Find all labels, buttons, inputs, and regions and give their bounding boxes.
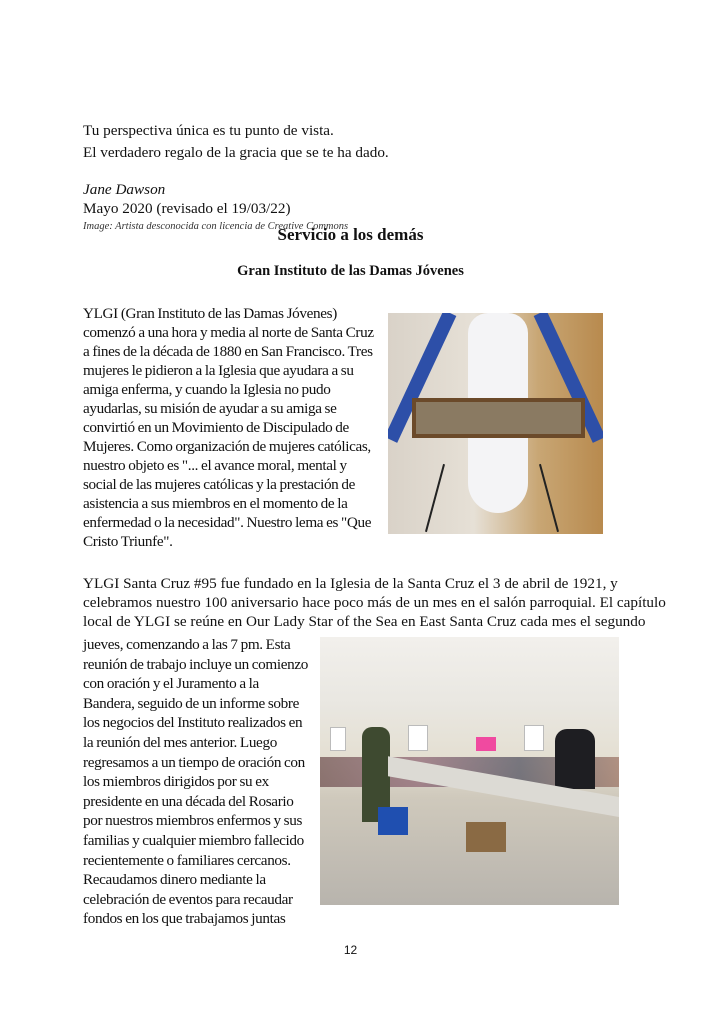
text-line: regresamos a un tiempo de oración con bbox=[83, 753, 305, 771]
paragraph-2-wrapped bbox=[83, 635, 308, 929]
image-credit: Image: Artista desconocida con licencia de Creative Commons bbox=[83, 221, 349, 232]
photo-parish-hall-sale bbox=[320, 637, 619, 905]
text-line: la reunión del mes anterior. Luego bbox=[83, 733, 277, 751]
text-line: celebración de eventos para recaudar bbox=[83, 890, 293, 908]
text-line: con oración y el Juramento a la bbox=[83, 675, 259, 693]
poem-line: El verdadero regalo de la gracia que se te ha dado. bbox=[83, 144, 389, 161]
text-line: ayudarlas, su misión de ayudar a su amiga se bbox=[83, 400, 337, 417]
text-line: enfermedad o la necesidad". Nuestro lema es "Que bbox=[83, 514, 372, 531]
text-line: amiga enferma, y cuando la Iglesia no pudo bbox=[83, 381, 331, 398]
text-line: nuestro objeto es "... el avance moral, mental y bbox=[83, 457, 347, 474]
author: Jane Dawson bbox=[83, 181, 166, 198]
text-line: local de YLGI se reúne en Our Lady Star of the Sea en East Santa Cruz cada mes el segundo bbox=[83, 613, 646, 630]
text-line: convirtió en un Movimiento de Discipulado de bbox=[83, 419, 349, 436]
text-line: celebramos nuestro 100 aniversario hace poco más de un mes en el salón parroquial. El capítulo bbox=[83, 594, 666, 611]
subtitle: Gran Instituto de las Damas Jóvenes bbox=[237, 263, 464, 279]
text-line: recientemente o familiares cercanos. bbox=[83, 851, 291, 869]
page-number: 12 bbox=[343, 943, 358, 957]
text-line: reunión de trabajo incluye un comienzo bbox=[83, 655, 309, 673]
text-line: por nuestros miembros enfermos y sus bbox=[83, 812, 303, 830]
text-line: familias y cualquier miembro fallecido bbox=[83, 831, 304, 849]
text-line: social de las mujeres católicas y la prestación de bbox=[83, 476, 356, 493]
text-line: los negocios del Instituto realizados en bbox=[83, 714, 303, 732]
text-line: a fines de la década de 1880 en San Francisco. Tres bbox=[83, 343, 373, 360]
text-line: YLGI Santa Cruz #95 fue fundado en la Iglesia de la Santa Cruz el 3 de abril de 1921, y bbox=[83, 575, 618, 592]
text-line: Bandera, seguido de un informe sobre bbox=[83, 694, 300, 712]
paragraph-2 bbox=[83, 574, 666, 631]
date: Mayo 2020 (revisado el 19/03/22) bbox=[83, 200, 291, 217]
text-line: asistencia a sus miembros en el momento de la bbox=[83, 495, 348, 512]
text-line: comenzó a una hora y media al norte de Santa Cruz bbox=[83, 324, 374, 341]
text-line: Cristo Triunfe". bbox=[83, 533, 173, 550]
text-line: jueves, comenzando a las 7 pm. Esta bbox=[83, 636, 291, 653]
text-line: Recaudamos dinero mediante la bbox=[83, 871, 266, 889]
paragraph-1 bbox=[83, 304, 374, 551]
text-line: los miembros dirigidos por su ex bbox=[83, 773, 269, 791]
section-title: Servicio a los demás bbox=[277, 225, 424, 244]
photo-banner-with-group-picture bbox=[388, 313, 603, 534]
text-line: presidente en una década del Rosario bbox=[83, 792, 294, 810]
text-line: Mujeres. Como organización de mujeres católicas, bbox=[83, 438, 371, 455]
poem-line: Tu perspectiva única es tu punto de vista. bbox=[83, 122, 334, 139]
text-line: fondos en los que trabajamos juntas bbox=[83, 910, 286, 928]
text-line: mujeres le pidieron a la Iglesia que ayudara a su bbox=[83, 362, 354, 379]
text-line: YLGI (Gran Instituto de las Damas Jóvenes) bbox=[83, 305, 337, 322]
